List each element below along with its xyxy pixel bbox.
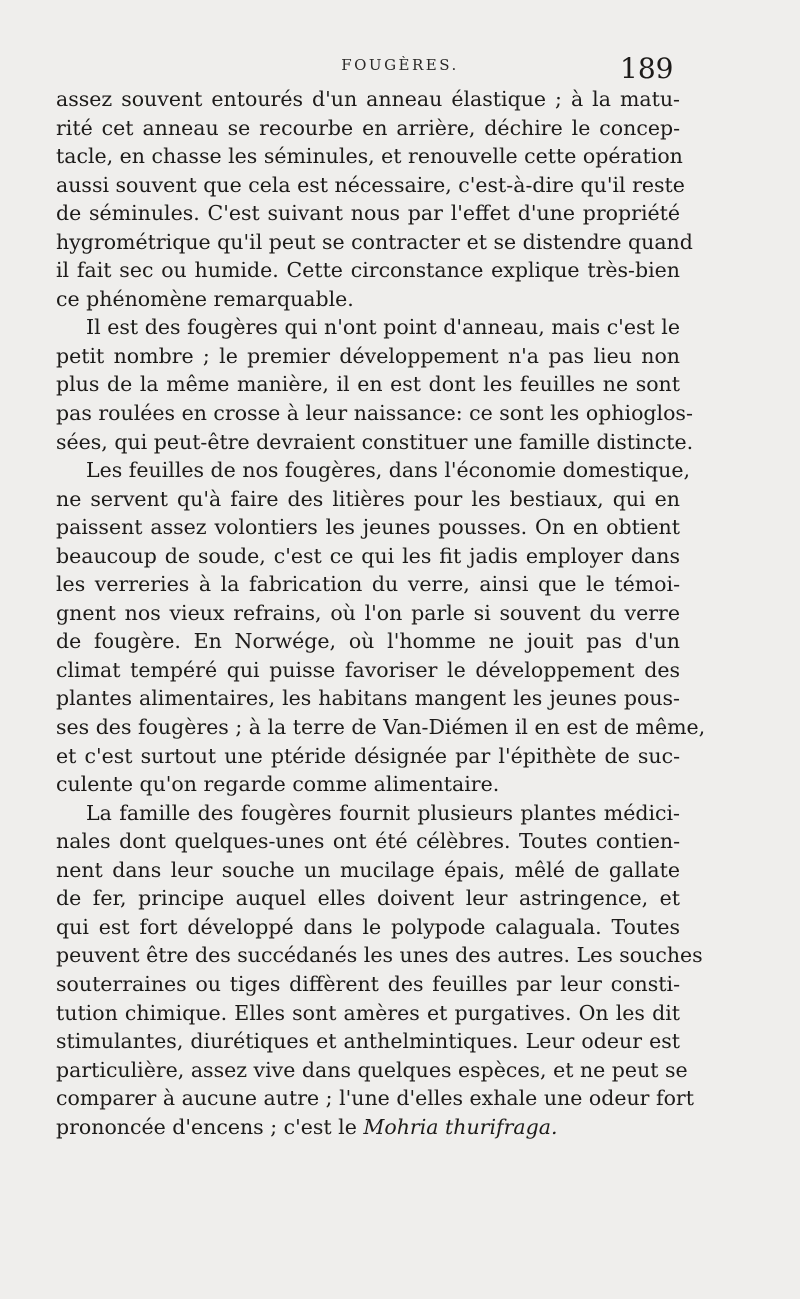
text-line: tution chimique. Elles sont amères et purgatives. On les dit bbox=[56, 1000, 680, 1025]
text-line: ses des fougères ; à la terre de Van-Diémen il en est de même, bbox=[56, 715, 706, 740]
final-line-text: prononcée d'encens ; c'est le bbox=[56, 1114, 357, 1139]
text-line: stimulantes, diurétiques et anthelmintiques. Leur odeur est bbox=[56, 1029, 680, 1054]
text-line: et c'est surtout une ptéride désignée par l'épithète de suc- bbox=[56, 743, 680, 768]
text-line: Les feuilles de nos fougères, dans l'économie domestique, bbox=[86, 458, 691, 483]
text-line: gnent nos vieux refrains, où l'on parle si souvent du verre bbox=[56, 600, 680, 625]
text-line: petit nombre ; le premier développement n'a pas lieu non bbox=[56, 343, 680, 368]
text-line: Il est des fougères qui n'ont point d'anneau, mais c'est le bbox=[86, 315, 680, 340]
species-name: Mohria thurifraga. bbox=[363, 1114, 558, 1139]
final-text-line bbox=[56, 1113, 680, 1142]
text-line: il fait sec ou humide. Cette circonstance explique très-bien bbox=[56, 258, 680, 283]
text-line: de fougère. En Norwége, où l'homme ne jouit pas d'un bbox=[56, 629, 680, 654]
page-number: 189 bbox=[620, 52, 674, 85]
text-line: plus de la même manière, il en est dont les feuilles ne sont bbox=[56, 372, 680, 397]
text-line: les verreries à la fabrication du verre, ainsi que le témoi- bbox=[56, 572, 680, 597]
text-line: beaucoup de soude, c'est ce qui les fit jadis employer dans bbox=[56, 543, 680, 568]
text-line: hygrométrique qu'il peut se contracter et se distendre quand bbox=[56, 229, 693, 254]
text-line: aussi souvent que cela est nécessaire, c'est-à-dire qu'il reste bbox=[56, 172, 685, 197]
body-text bbox=[56, 85, 706, 1141]
text-line: ce phénomène remarquable. bbox=[56, 286, 354, 311]
text-line: souterraines ou tiges diffèrent des feuilles par leur consti- bbox=[56, 971, 680, 996]
text-line: pas roulées en crosse à leur naissance: ce sont les ophioglos- bbox=[56, 401, 693, 426]
text-line: comparer à aucune autre ; l'une d'elles exhale une odeur fort bbox=[56, 1086, 694, 1111]
text-line: peuvent être des succédanés les unes des autres. Les souches bbox=[56, 943, 703, 968]
text-line: nales dont quelques-unes ont été célèbres. Toutes contien- bbox=[56, 829, 680, 854]
running-title: FOUGÈRES. bbox=[341, 56, 459, 74]
text-line: culente qu'on regarde comme alimentaire. bbox=[56, 772, 500, 797]
text-line: qui est fort développé dans le polypode calaguala. Toutes bbox=[56, 914, 680, 939]
text-line: ne servent qu'à faire des litières pour les bestiaux, qui en bbox=[56, 486, 680, 511]
text-line: de séminules. C'est suivant nous par l'effet d'une propriété bbox=[56, 201, 680, 226]
text-line: nent dans leur souche un mucilage épais, mêlé de gallate bbox=[56, 857, 680, 882]
text-line: de fer, principe auquel elles doivent leur astringence, et bbox=[56, 886, 680, 911]
text-line: tacle, en chasse les séminules, et renouvelle cette opération bbox=[56, 144, 683, 169]
text-line: sées, qui peut-être devraient constituer une famille distincte. bbox=[56, 429, 694, 454]
text-line: La famille des fougères fournit plusieurs plantes médici- bbox=[86, 800, 680, 825]
text-line: rité cet anneau se recourbe en arrière, déchire le concep- bbox=[56, 115, 680, 140]
text-line: plantes alimentaires, les habitans mangent les jeunes pous- bbox=[56, 686, 680, 711]
text-line: paissent assez volontiers les jeunes pousses. On en obtient bbox=[56, 515, 680, 540]
text-line: assez souvent entourés d'un anneau élastique ; à la matu- bbox=[56, 87, 680, 111]
text-line: climat tempéré qui puisse favoriser le développement des bbox=[56, 657, 680, 682]
text-line: particulière, assez vive dans quelques espèces, et ne peut se bbox=[56, 1057, 688, 1082]
